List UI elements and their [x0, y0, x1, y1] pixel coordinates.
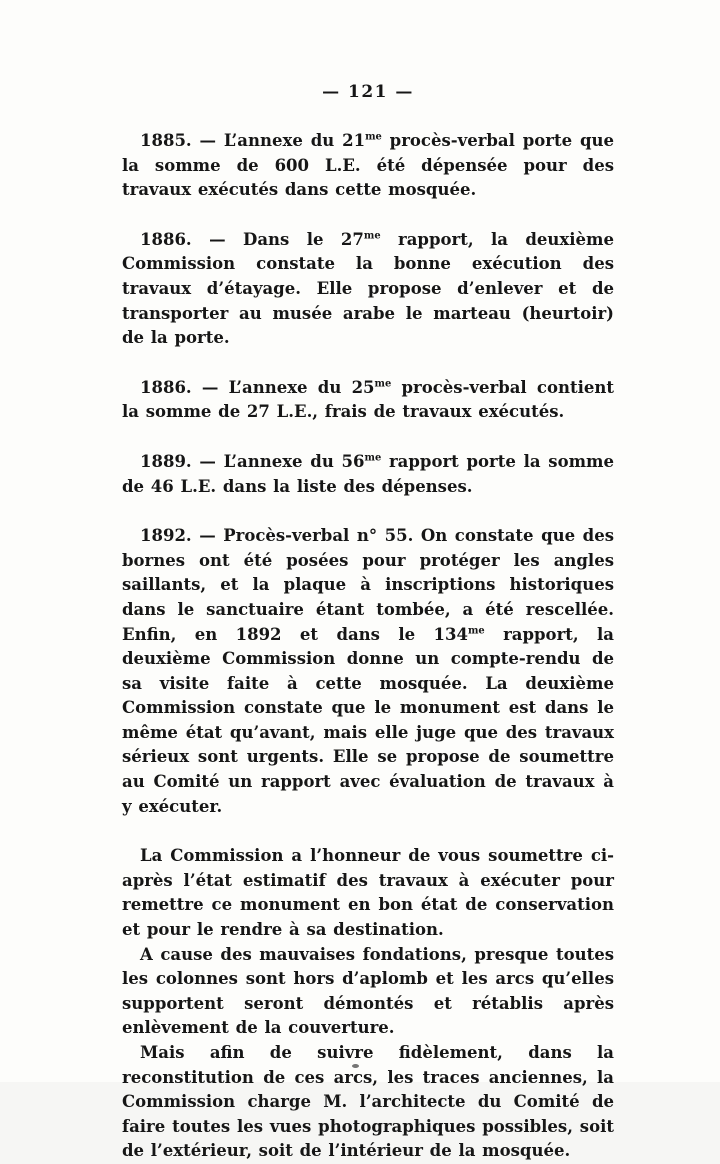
- page-number: — 121 —: [322, 82, 414, 102]
- scan-artifact: [352, 1064, 359, 1068]
- text-block: [122, 82, 614, 1164]
- entry-paragraph-1886-b: 1886. — L’annexe du $25^{me}$ procès-verbal contient la somme de 27 L.E., frais de travaux exécutés.: [122, 377, 614, 422]
- entry-paragraph-1892: 1892. — Procès-verbal n° 55. On constate que des bornes ont été posées pour protéger les angles saillants, et la plaque à inscriptions historiques dans le sanctuaire étant tombée, a été rescellée. Enfin, en 1892 et dans le $134^{me}$ rapport, la deuxième Commission donne un compte-rendu de sa visite faite à cette mosquée. La deuxième Commission constate que le monument est dans le même état qu’avant, mais elle juge que des travaux sérieux sont urgents. Elle se propose de soumettre au Comité un rapport avec évaluation de travaux à y exécuter.: [122, 526, 614, 816]
- entry-paragraph-1885: 1885. — L’annexe du $21^{me}$ procès-verbal porte que la somme de 600 L.E. été dépensée pour des travaux exécutés dans cette mosquée.: [122, 131, 615, 200]
- closing-paragraph-fondations: A cause des mauvaises fondations, presque toutes les colonnes sont hors d’aplomb et les arcs qu’elles supportent seront démontés et rétablis après enlèvement de la couverture.: [122, 944, 614, 1038]
- entry-paragraph-1886-a: 1886. — Dans le $27^{me}$ rapport, la deuxième Commission constate la bonne exécution des travaux d’étayage. Elle propose d’enlever et de transporter au musée arabe le marteau (heurtoir) de la porte.: [122, 229, 614, 348]
- closing-paragraph-commission: La Commission a l’honneur de vous soumettre ci-après l’état estimatif des travaux à exécuter pour remettre ce monument en bon état de conservation et pour le rendre à sa destination.: [122, 846, 614, 940]
- closing-section: [122, 844, 614, 1164]
- closing-paragraph-photographies: Mais afin de suivre fidèlement, dans la reconstitution de ces arcs, les traces anciennes, la Commission charge M. l’architecte du Comité de faire toutes les vues photographiques possibles, soit de l’extérieur, soit de l’intérieur de la mosquée.: [122, 1043, 614, 1161]
- entry-paragraph-1889: 1889. — L’annexe du $56^{me}$ rapport porte la somme de 46 L.E. dans la liste des dépenses.: [122, 451, 614, 496]
